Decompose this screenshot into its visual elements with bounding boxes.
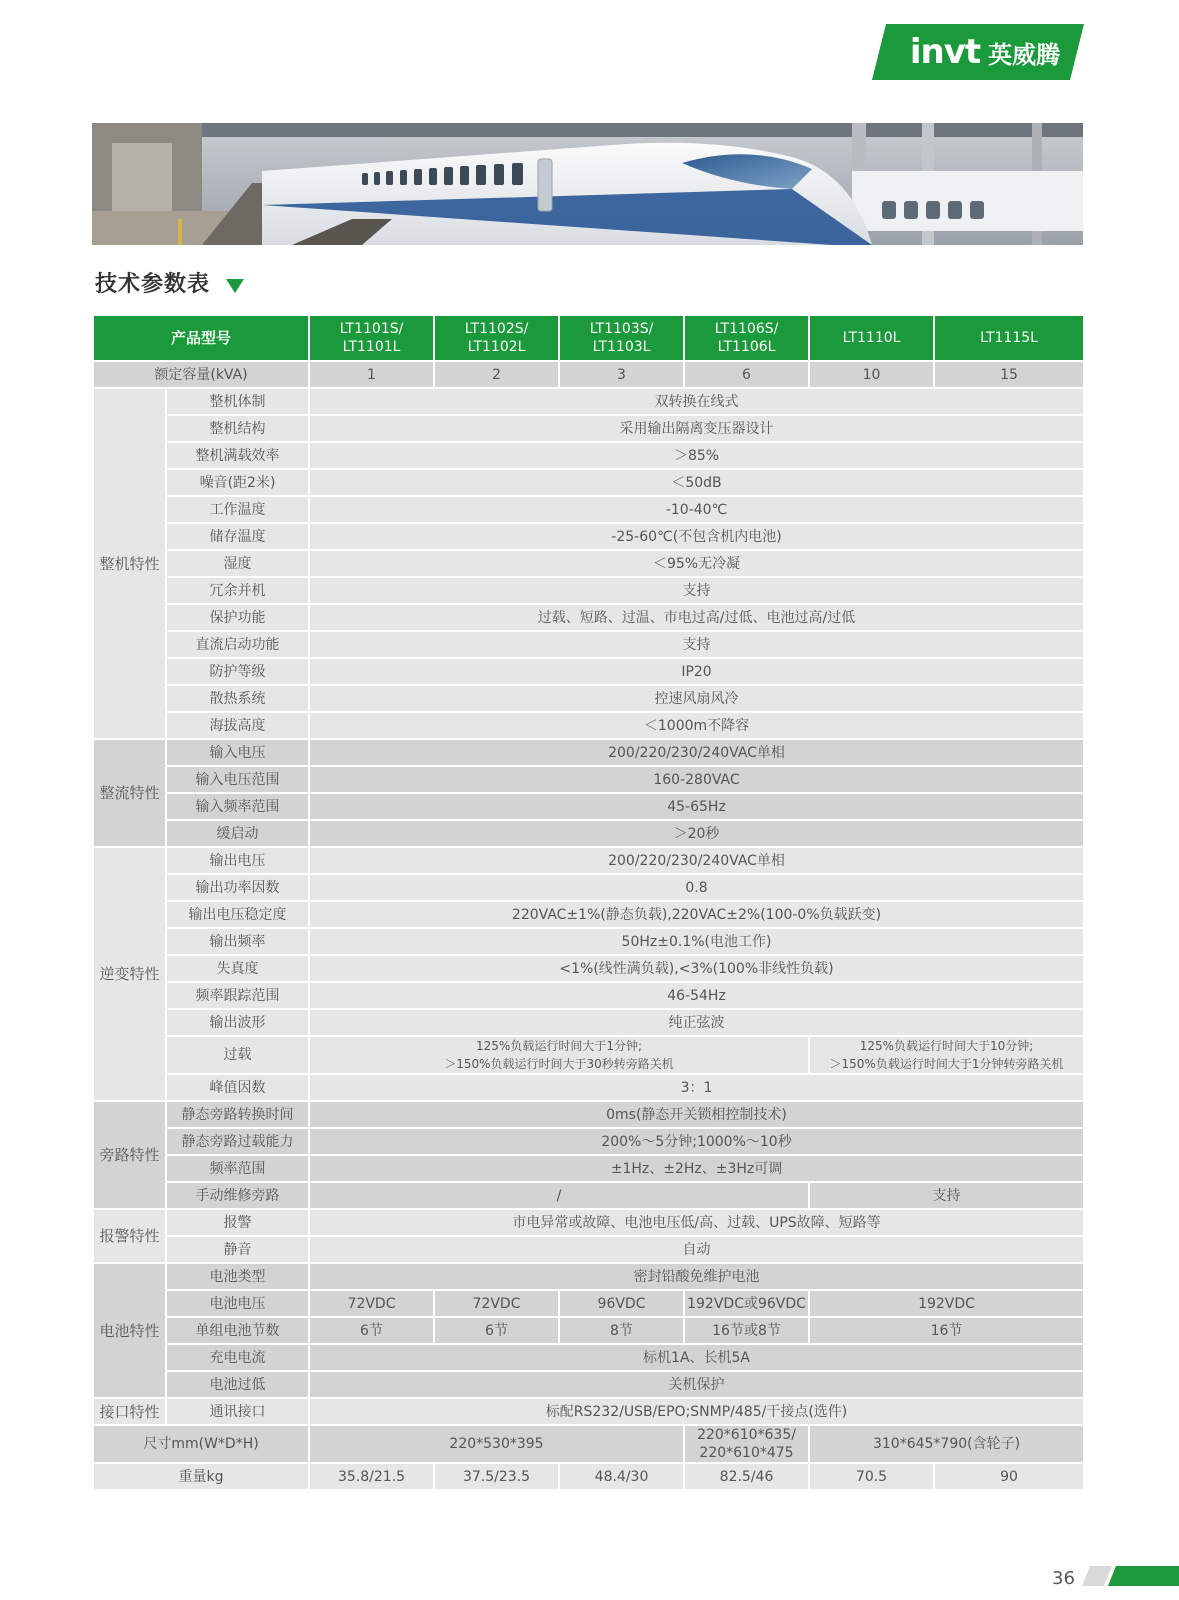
cell-value: 15: [934, 361, 1084, 388]
overload-row: [93, 1036, 1084, 1074]
row-label: 静音: [166, 1236, 309, 1263]
cell-value: 160-280VAC: [309, 766, 1084, 793]
cell-value: 2: [434, 361, 559, 388]
table-row: [93, 685, 1084, 712]
row-label: 过载: [166, 1036, 309, 1074]
row-label: 输出频率: [166, 928, 309, 955]
cell-value: 192VDC或96VDC: [684, 1290, 809, 1317]
row-label: 整机体制: [166, 388, 309, 415]
cell-value: 关机保护: [309, 1371, 1084, 1398]
cell-value: 过载、短路、过温、市电过高/过低、电池过高/过低: [309, 604, 1084, 631]
cell-value: 采用输出隔离变压器设计: [309, 415, 1084, 442]
row-label: 输出电压: [166, 847, 309, 874]
cell-value: 200%～5分钟;1000%～10秒: [309, 1128, 1084, 1155]
table-row: [93, 550, 1084, 577]
row-label: 直流启动功能: [166, 631, 309, 658]
table-row: [93, 1009, 1084, 1036]
row-label: 充电电流: [166, 1344, 309, 1371]
cell-value: 密封铅酸免维护电池: [309, 1263, 1084, 1290]
row-label: 储存温度: [166, 523, 309, 550]
cell-value: 35.8/21.5: [309, 1463, 434, 1490]
row-label: 输入电压: [166, 739, 309, 766]
table-row: [93, 604, 1084, 631]
header-model: LT1106S/ LT1106L: [684, 315, 809, 361]
table-row: [93, 1101, 1084, 1128]
table-row: [93, 415, 1084, 442]
row-label: 整机满载效率: [166, 442, 309, 469]
cell-value: ＜1000m不降容: [309, 712, 1084, 739]
table-row: [93, 955, 1084, 982]
cell-value: 310*645*790(含轮子): [809, 1425, 1084, 1463]
table-row: [93, 496, 1084, 523]
cell-value: 70.5: [809, 1463, 934, 1490]
cell-value: -25-60℃(不包含机内电池): [309, 523, 1084, 550]
header-model: LT1110L: [809, 315, 934, 361]
table-row: [93, 388, 1084, 415]
table-row: [93, 847, 1084, 874]
row-label: 失真度: [166, 955, 309, 982]
cell-value: 50Hz±0.1%(电池工作): [309, 928, 1084, 955]
cell-value: 8节: [559, 1317, 684, 1344]
cell-value: -10-40℃: [309, 496, 1084, 523]
table-row: [93, 1317, 1084, 1344]
weight-row: [93, 1463, 1084, 1490]
cell-value: 支持: [309, 577, 1084, 604]
table-row: [93, 577, 1084, 604]
row-label: 手动维修旁路: [166, 1182, 309, 1209]
row-label: 尺寸mm(W*D*H): [93, 1425, 309, 1463]
table-row: [93, 1128, 1084, 1155]
group-label: 接口特性: [93, 1398, 166, 1425]
cell-value: 控速风扇风冷: [309, 685, 1084, 712]
table-row: [93, 1398, 1084, 1425]
row-label: 静态旁路转换时间: [166, 1101, 309, 1128]
table-row: [93, 766, 1084, 793]
cell-value: 46-54Hz: [309, 982, 1084, 1009]
train-banner-image: [92, 123, 1083, 245]
row-label: 单组电池节数: [166, 1317, 309, 1344]
table-row: [93, 442, 1084, 469]
cell-value: ＞85%: [309, 442, 1084, 469]
cell-value: ＜50dB: [309, 469, 1084, 496]
row-label: 峰值因数: [166, 1074, 309, 1101]
row-label: 额定容量(kVA): [93, 361, 309, 388]
cell-value: ±1Hz、±2Hz、±3Hz可调: [309, 1155, 1084, 1182]
table-row: [93, 1344, 1084, 1371]
cell-value: IP20: [309, 658, 1084, 685]
row-label: 海拔高度: [166, 712, 309, 739]
header-model: LT1103S/ LT1103L: [559, 315, 684, 361]
cell-value: 72VDC: [309, 1290, 434, 1317]
table-row: [93, 658, 1084, 685]
row-label: 输入频率范围: [166, 793, 309, 820]
row-label: 电池电压: [166, 1290, 309, 1317]
table-row: [93, 820, 1084, 847]
cell-value: 200/220/230/240VAC单相: [309, 739, 1084, 766]
row-label: 电池过低: [166, 1371, 309, 1398]
row-label: 整机结构: [166, 415, 309, 442]
page-number: 36: [1052, 1568, 1075, 1589]
group-label: 逆变特性: [93, 847, 166, 1101]
cell-value: 10: [809, 361, 934, 388]
header-model: LT1102S/ LT1102L: [434, 315, 559, 361]
row-label: 冗余并机: [166, 577, 309, 604]
row-label: 散热系统: [166, 685, 309, 712]
footer-accent-bar: [1082, 1566, 1179, 1590]
cell-value: 标机1A、长机5A: [309, 1344, 1084, 1371]
cell-value: 48.4/30: [559, 1463, 684, 1490]
header-model-label: 产品型号: [93, 315, 309, 361]
cell-value: 220*610*635/ 220*610*475: [684, 1425, 809, 1463]
row-label: 工作温度: [166, 496, 309, 523]
cell-value: 1: [309, 361, 434, 388]
table-row: [93, 523, 1084, 550]
table-row: [93, 469, 1084, 496]
cell-value: 3：1: [309, 1074, 1084, 1101]
logo-brand-text: invt: [909, 32, 981, 72]
table-row: [93, 982, 1084, 1009]
section-title-text: 技术参数表: [95, 272, 211, 297]
cell-value: 220VAC±1%(静态负载),220VAC±2%(100-0%负载跃变): [309, 901, 1084, 928]
table-row: [93, 1209, 1084, 1236]
cell-value: 200/220/230/240VAC单相: [309, 847, 1084, 874]
group-label: 整流特性: [93, 739, 166, 847]
overload-right-cell: 125%负载运行时间大于10分钟; ＞150%负载运行时间大于1分钟转旁路关机: [809, 1036, 1084, 1074]
table-header-row: [93, 315, 1084, 361]
row-label: 通讯接口: [166, 1398, 309, 1425]
cell-value: 6节: [309, 1317, 434, 1344]
row-label: 报警: [166, 1209, 309, 1236]
cell-value: 45-65Hz: [309, 793, 1084, 820]
row-label: 输入电压范围: [166, 766, 309, 793]
cell-value: 90: [934, 1463, 1084, 1490]
table-row: [93, 631, 1084, 658]
group-label: 旁路特性: [93, 1101, 166, 1209]
row-label: 电池类型: [166, 1263, 309, 1290]
table-row: [93, 901, 1084, 928]
cell-value: <1%(线性满负载),<3%(100%非线性负载): [309, 955, 1084, 982]
triangle-down-icon: [226, 279, 244, 293]
overload-left-cell: 125%负载运行时间大于1分钟; ＞150%负载运行时间大于30秒转旁路关机: [309, 1036, 809, 1074]
row-label: 防护等级: [166, 658, 309, 685]
table-row: [93, 793, 1084, 820]
cell-value: 双转换在线式: [309, 388, 1084, 415]
row-label: 静态旁路过载能力: [166, 1128, 309, 1155]
cell-value: 0.8: [309, 874, 1084, 901]
size-row: [93, 1425, 1084, 1463]
cell-value: 6节: [434, 1317, 559, 1344]
row-label: 频率跟踪范围: [166, 982, 309, 1009]
cell-value: ＜95%无冷凝: [309, 550, 1084, 577]
row-label: 噪音(距2米): [166, 469, 309, 496]
row-label: 输出功率因数: [166, 874, 309, 901]
row-label: 湿度: [166, 550, 309, 577]
table-row: [93, 712, 1084, 739]
cell-value: 支持: [809, 1182, 1084, 1209]
row-label: 频率范围: [166, 1155, 309, 1182]
cell-value: 标配RS232/USB/EPO;SNMP/485/干接点(选件): [309, 1398, 1084, 1425]
cell-value: 16节或8节: [684, 1317, 809, 1344]
capacity-row: [93, 361, 1084, 388]
row-label: 输出电压稳定度: [166, 901, 309, 928]
cell-value: 220*530*395: [309, 1425, 684, 1463]
section-title: [95, 267, 244, 298]
cell-value: 6: [684, 361, 809, 388]
table-row: [93, 1182, 1084, 1209]
table-row: [93, 1263, 1084, 1290]
group-label: 整机特性: [93, 388, 166, 739]
cell-value: 3: [559, 361, 684, 388]
group-label: 报警特性: [93, 1209, 166, 1263]
row-label: 重量kg: [93, 1463, 309, 1490]
table-row: [93, 1371, 1084, 1398]
table-row: [93, 928, 1084, 955]
group-label: 电池特性: [93, 1263, 166, 1398]
cell-value: 192VDC: [809, 1290, 1084, 1317]
cell-value: 市电异常或故障、电池电压低/高、过载、UPS故障、短路等: [309, 1209, 1084, 1236]
cell-value: 自动: [309, 1236, 1084, 1263]
header-model: LT1115L: [934, 315, 1084, 361]
cell-value: 纯正弦波: [309, 1009, 1084, 1036]
cell-value: ＞20秒: [309, 820, 1084, 847]
cell-value: 82.5/46: [684, 1463, 809, 1490]
row-label: 保护功能: [166, 604, 309, 631]
cell-value: 96VDC: [559, 1290, 684, 1317]
table-row: [93, 1290, 1084, 1317]
table-row: [93, 874, 1084, 901]
cell-value: 0ms(静态开关锁相控制技术): [309, 1101, 1084, 1128]
cell-value: 16节: [809, 1317, 1084, 1344]
invt-logo: [872, 24, 1084, 80]
header-model: LT1101S/ LT1101L: [309, 315, 434, 361]
table-row: [93, 1236, 1084, 1263]
row-label: 缓启动: [166, 820, 309, 847]
spec-table: [92, 314, 1085, 1491]
cell-value: 72VDC: [434, 1290, 559, 1317]
logo-chinese-text: 英威腾: [988, 40, 1061, 69]
cell-value: 37.5/23.5: [434, 1463, 559, 1490]
table-row: [93, 739, 1084, 766]
cell-value: 支持: [309, 631, 1084, 658]
table-row: [93, 1074, 1084, 1101]
cell-value: /: [309, 1182, 809, 1209]
row-label: 输出波形: [166, 1009, 309, 1036]
table-row: [93, 1155, 1084, 1182]
